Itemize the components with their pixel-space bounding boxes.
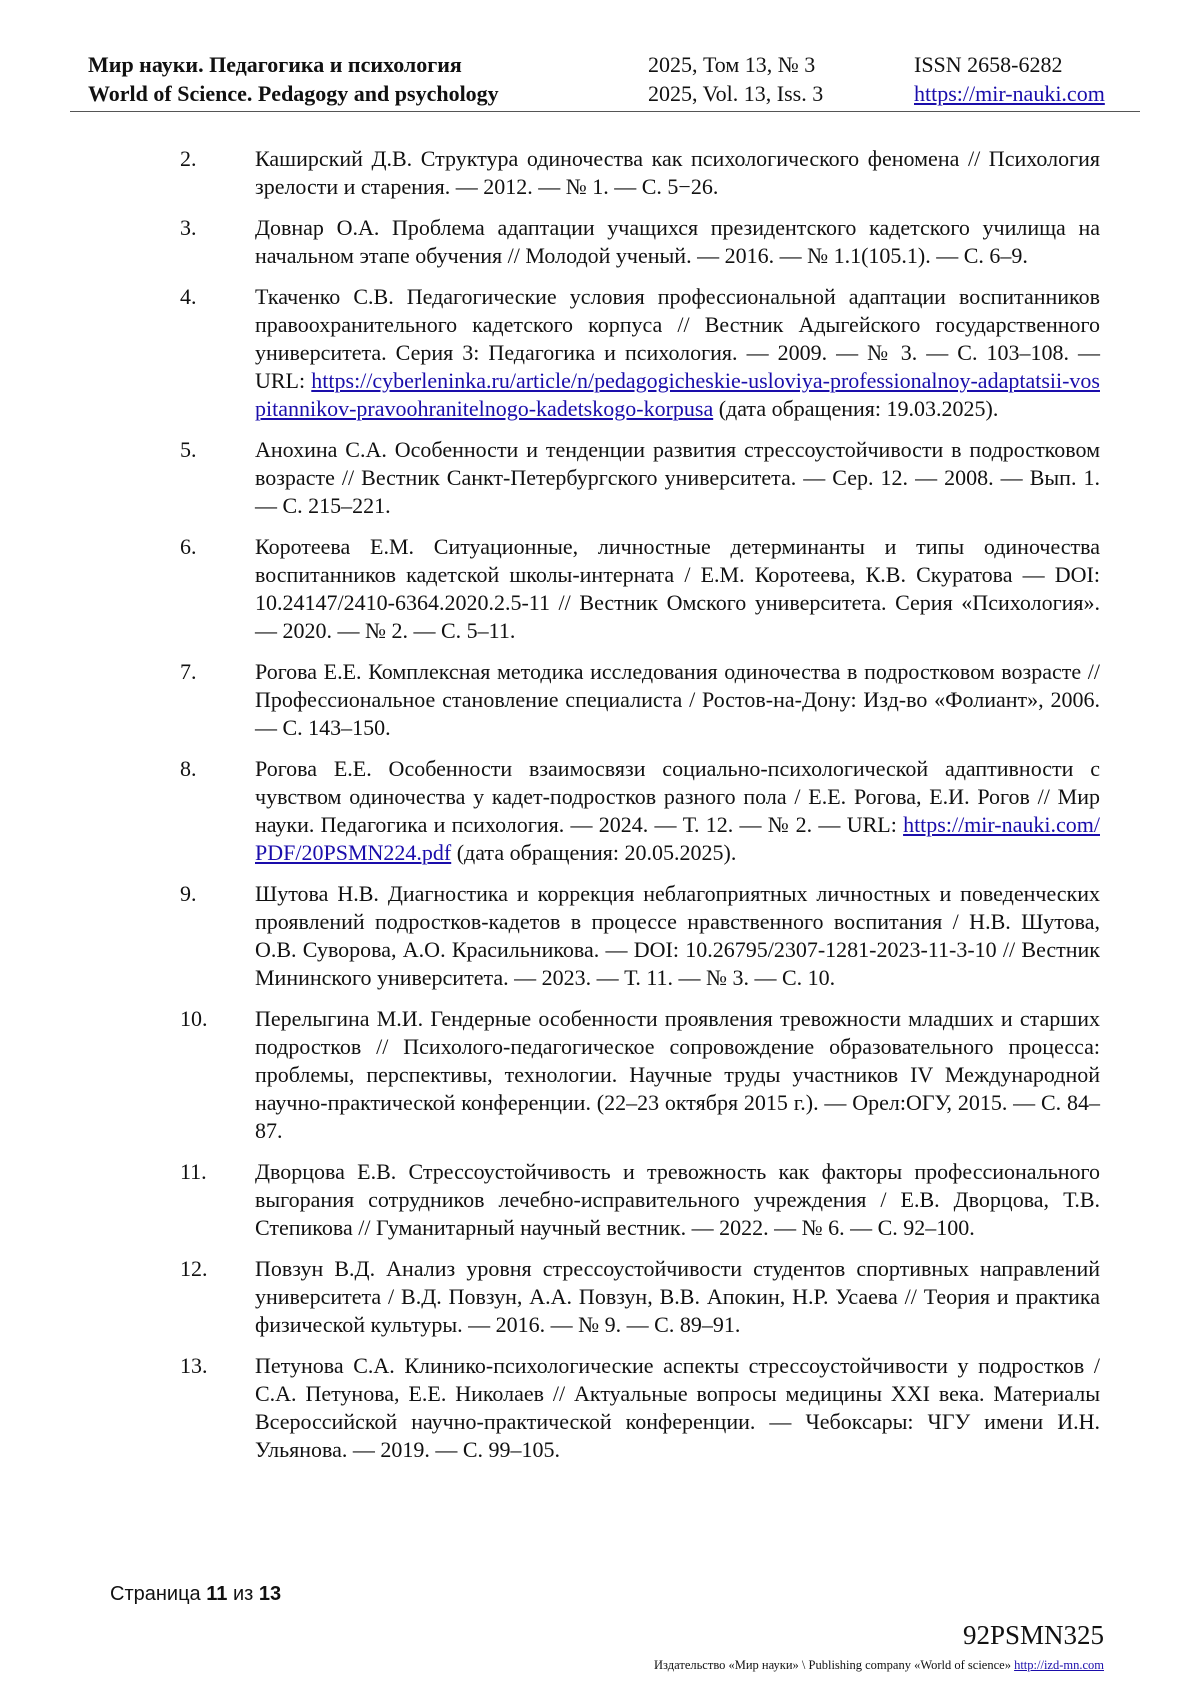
volume-ru: 2025, Том 13, № 3: [648, 52, 816, 77]
reference-text: Рогова Е.Е. Комплексная методика исследования одиночества в подростковом возрасте // Профессиональное становление специалиста / Ростов-на-Дону: Изд-во «Фолиант», 2006. — С. 143–150.: [255, 659, 1100, 740]
reference-number: 10.: [180, 1006, 208, 1031]
reference-body: [255, 214, 1100, 270]
publisher-line: [654, 1658, 1104, 1673]
reference-item: [180, 1255, 1100, 1339]
page-current: 11: [206, 1583, 228, 1605]
reference-link[interactable]: https://cyberleninka.ru/article/n/pedagogicheskie-usloviya-professionalnoy-adaptatsii-vospitannikov-pravoohranitelnogo-kadetskogo-korpusa: [255, 368, 1100, 421]
journal-title-en: World of Science. Pedagogy and psychology: [88, 81, 499, 106]
reference-body: [255, 533, 1100, 645]
reference-link[interactable]: https://mir-nauki.com/PDF/20PSMN224.pdf: [255, 812, 1100, 865]
reference-body: [255, 145, 1100, 201]
reference-body: [255, 658, 1100, 742]
reference-number: 12.: [180, 1256, 208, 1281]
reference-number: 2.: [180, 146, 197, 171]
reference-item: [180, 145, 1100, 201]
volume-en: 2025, Vol. 13, Iss. 3: [648, 81, 824, 106]
header-divider: [70, 111, 1140, 112]
reference-number: 9.: [180, 881, 197, 906]
reference-access-date: (дата обращения: 19.03.2025).: [713, 396, 999, 421]
reference-number: 11.: [180, 1159, 207, 1184]
reference-number: 13.: [180, 1353, 208, 1378]
page-sep: из: [232, 1583, 254, 1605]
reference-item: [180, 1158, 1100, 1242]
page-counter: [110, 1583, 281, 1606]
reference-text: Шутова Н.В. Диагностика и коррекция неблагоприятных личностных и поведенческих проявлений подростков-кадетов в процессе нравственного воспитания / Н.В. Шутова, О.В. Суворова, А.О. Красильникова. — DOI: 10.26795/2307-1281-2023-11-3-10 // Вестник Мининского университета. — 2023. — Т. 11. — № 3. — С. 10.: [255, 881, 1100, 990]
reference-item: [180, 658, 1100, 742]
reference-body: [255, 1255, 1100, 1339]
journal-url-link[interactable]: https://mir-nauki.com: [914, 81, 1105, 106]
reference-item: [180, 880, 1100, 992]
reference-text: Анохина С.А. Особенности и тенденции развития стрессоустойчивости в подростковом возрасте // Вестник Санкт-Петербургского университета. — Сер. 12. — 2008. — Вып. 1. — С. 215–221.: [255, 437, 1100, 518]
reference-access-date: (дата обращения: 20.05.2025).: [451, 840, 737, 865]
reference-text: Петунова С.А. Клинико-психологические аспекты стрессоустойчивости у подростков / С.А. Петунова, Е.Е. Николаев // Актуальные вопросы медицины XXI века. Материалы Всероссийской научно-практической конференции. — Чебоксары: ЧГУ имени И.Н. Ульянова. — 2019. — С. 99–105.: [255, 1353, 1100, 1462]
reference-text: Рогова Е.Е. Особенности взаимосвязи социально-психологической адаптивности с чувством одиночества у кадет-подростков разного пола / Е.Е. Рогова, Е.И. Рогов // Мир науки. Педагогика и психология. — 2024. — Т. 12. — № 2. — URL:: [255, 756, 1100, 837]
page-total: 13: [258, 1583, 282, 1605]
reference-item: [180, 1005, 1100, 1145]
reference-body: [255, 755, 1100, 867]
reference-item: [180, 436, 1100, 520]
reference-number: 7.: [180, 659, 197, 684]
reference-number: 8.: [180, 756, 197, 781]
reference-body: [255, 1352, 1100, 1464]
reference-body: [255, 880, 1100, 992]
reference-body: [255, 283, 1100, 423]
reference-item: [180, 214, 1100, 270]
reference-text: Повзун В.Д. Анализ уровня стрессоустойчивости студентов спортивных направлений университета / В.Д. Повзун, А.А. Повзун, В.В. Апокин, Н.Р. Усаева // Теория и практика физической культуры. — 2016. — № 9. — С. 89–91.: [255, 1256, 1100, 1337]
reference-text: Довнар О.А. Проблема адаптации учащихся президентского кадетского училища на начальном этапе обучения // Молодой ученый. — 2016. — № 1.1(105.1). — С. 6–9.: [255, 215, 1100, 268]
reference-text: Каширский Д.В. Структура одиночества как психологического феномена // Психология зрелости и старения. — 2012. — № 1. — С. 5−26.: [255, 146, 1100, 199]
reference-text: Дворцова Е.В. Стрессоустойчивость и тревожность как факторы профессионального выгорания сотрудников лечебно-исправительного учреждения / Е.В. Дворцова, Т.В. Степикова // Гуманитарный научный вестник. — 2022. — № 6. — С. 92–100.: [255, 1159, 1100, 1240]
journal-title-ru: Мир науки. Педагогика и психология: [88, 52, 462, 77]
reference-number: 5.: [180, 437, 197, 462]
issn: ISSN 2658-6282: [914, 52, 1063, 77]
reference-number: 3.: [180, 215, 197, 240]
reference-body: [255, 436, 1100, 520]
reference-item: [180, 533, 1100, 645]
reference-number: 6.: [180, 534, 197, 559]
page-header: [88, 52, 1140, 112]
publisher-text: Издательство «Мир науки» \ Publishing company «World of science»: [654, 1658, 1011, 1672]
reference-body: [255, 1158, 1100, 1242]
page-prefix: Страница: [110, 1583, 201, 1605]
reference-item: [180, 755, 1100, 867]
article-code: 92PSMN325: [962, 1620, 1104, 1650]
reference-number: 4.: [180, 284, 197, 309]
reference-list: [180, 145, 1100, 1477]
reference-body: [255, 1005, 1100, 1145]
reference-text: Перелыгина М.И. Гендерные особенности проявления тревожности младших и старших подростков // Психолого-педагогическое сопровождение образовательного процесса: проблемы, перспективы, технологии. Научные труды участников IV Международной научно-практической конференции. (22–23 октября 2015 г.). — Орел:ОГУ, 2015. — С. 84–87.: [255, 1006, 1100, 1143]
reference-item: [180, 1352, 1100, 1464]
reference-text: Коротеева Е.М. Ситуационные, личностные детерминанты и типы одиночества воспитанников кадетской школы-интерната / Е.М. Коротеева, К.В. Скуратова — DOI: 10.24147/2410-6364.2020.2.5-11 // Вестник Омского университета. Серия «Психология». — 2020. — № 2. — С. 5–11.: [255, 534, 1100, 643]
reference-item: [180, 283, 1100, 423]
reference-text: Ткаченко С.В. Педагогические условия профессиональной адаптации воспитанников правоохранительного кадетского корпуса // Вестник Адыгейского государственного университета. Серия 3: Педагогика и психология. — 2009. — № 3. — С. 103–108. — URL:: [255, 284, 1100, 393]
publisher-link[interactable]: http://izd-mn.com: [1014, 1658, 1104, 1672]
